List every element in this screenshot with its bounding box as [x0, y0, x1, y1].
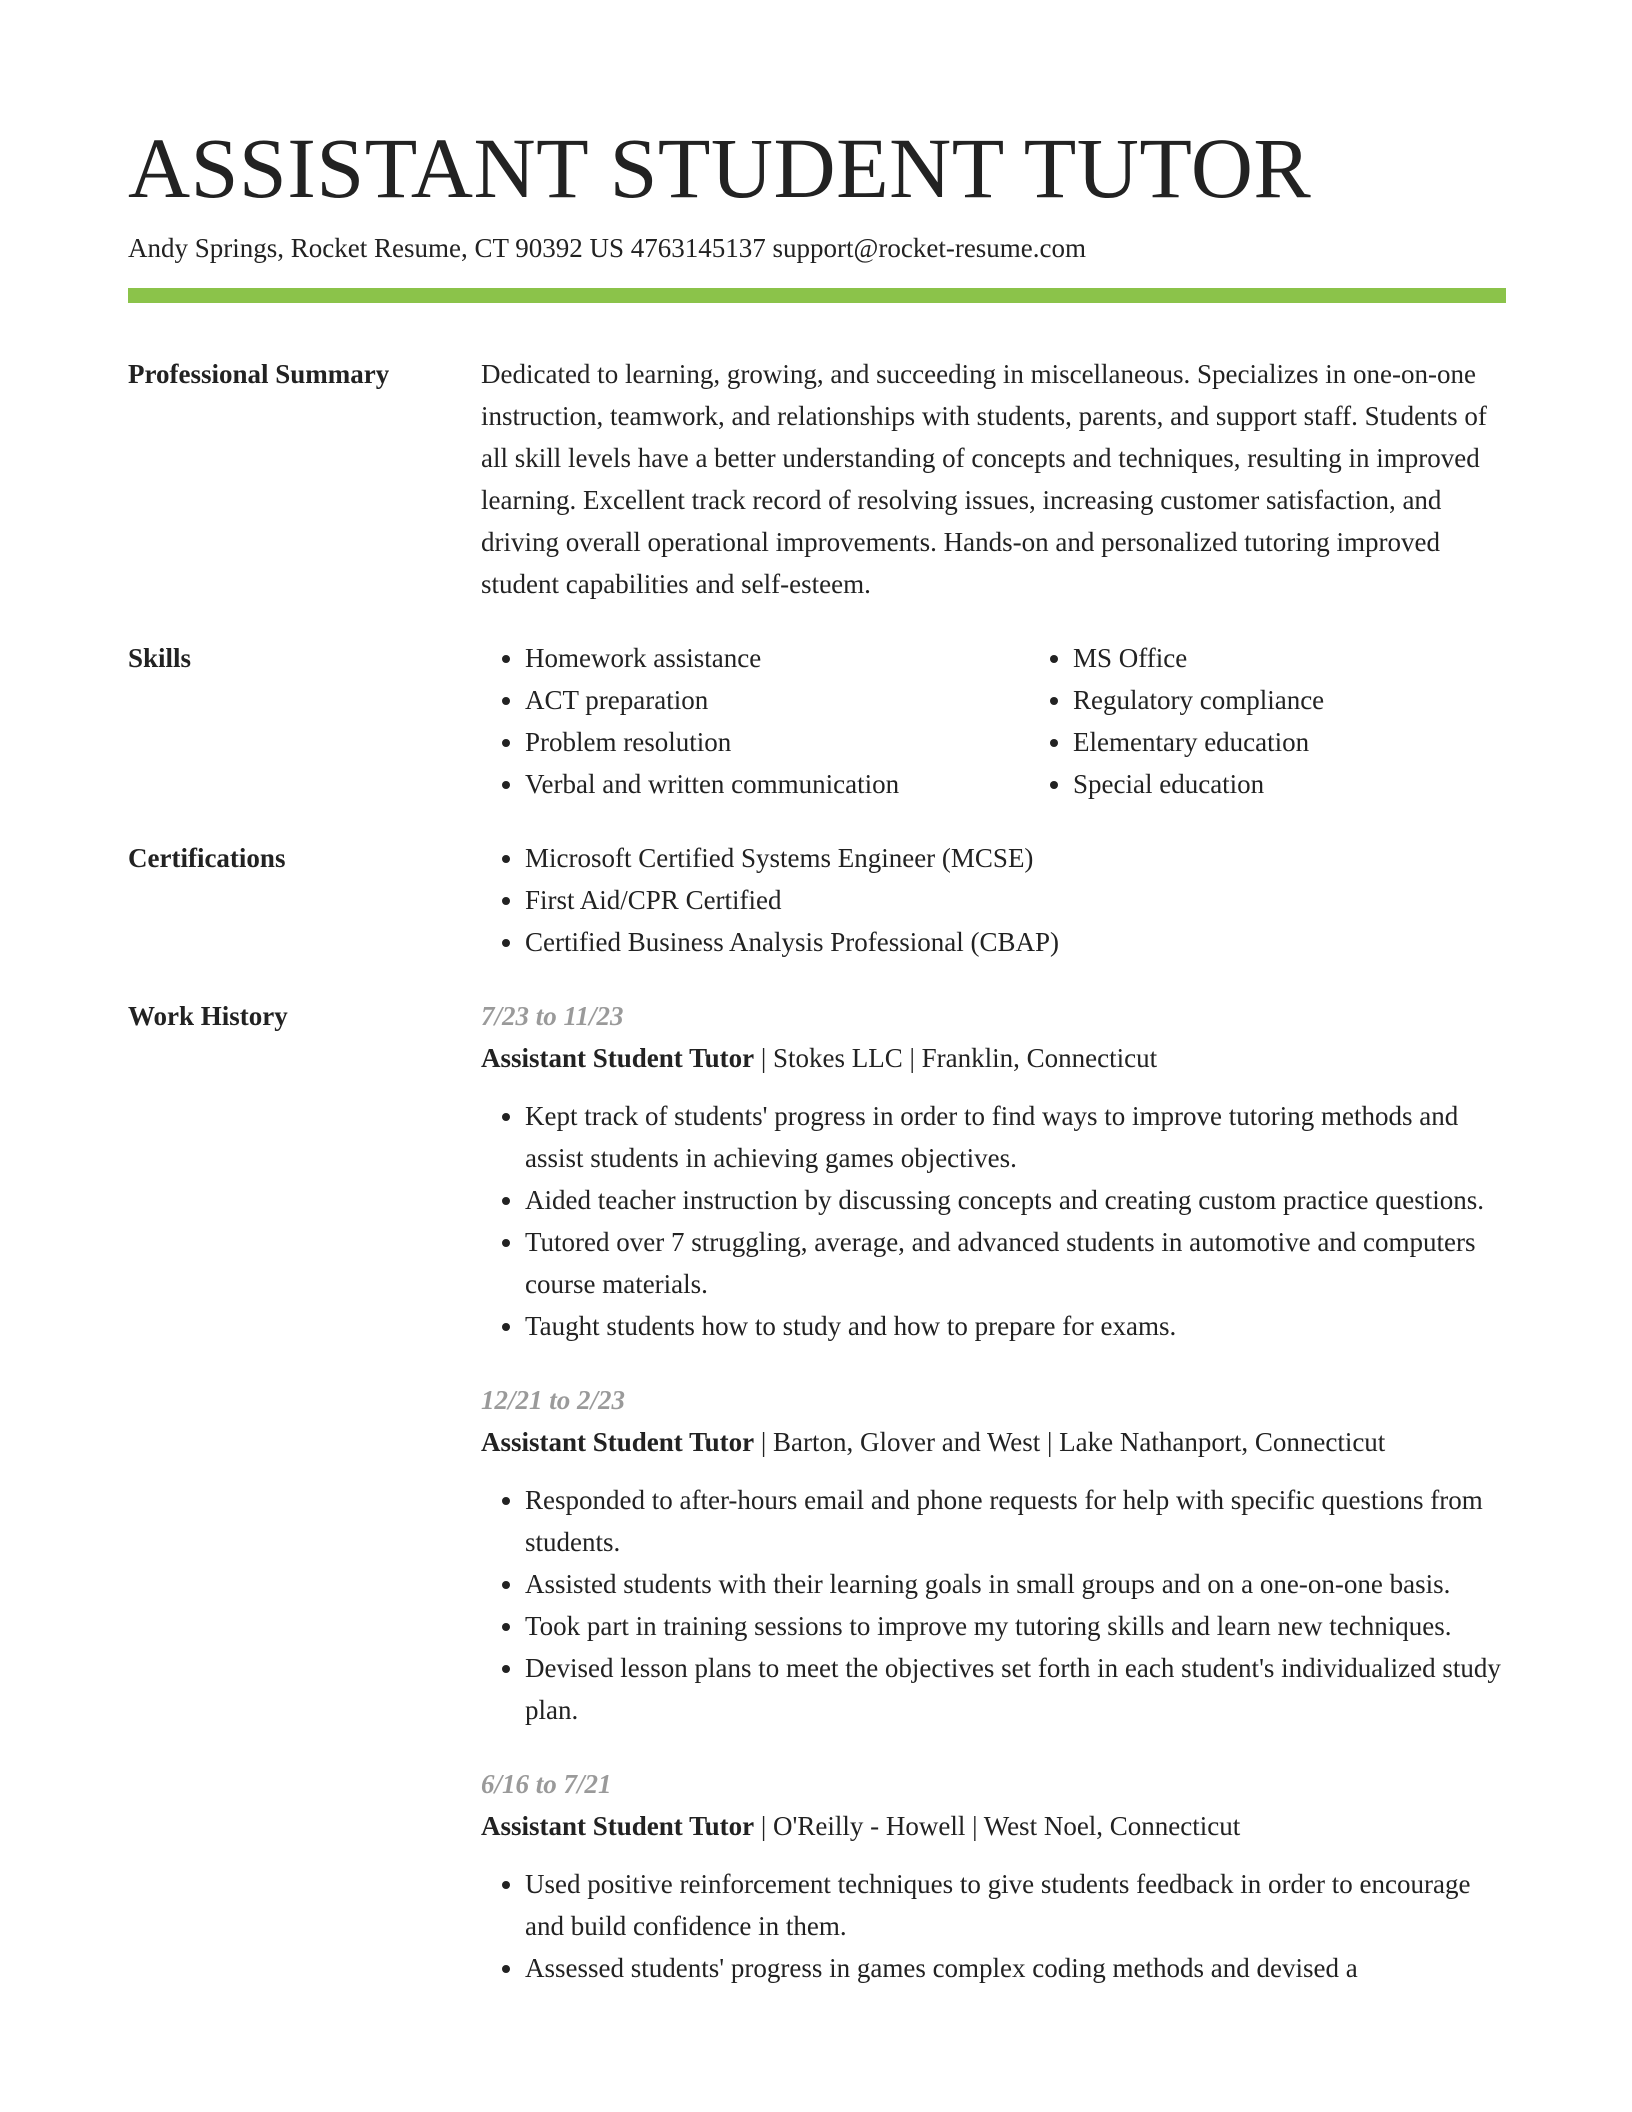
job-bullet: • Taught students how to study and how to prepare for exams.	[525, 1305, 1506, 1347]
job-bullet: • Took part in training sessions to improve my tutoring skills and learn new techniques.	[525, 1605, 1506, 1647]
job-dates: 7/23 to 11/23	[481, 1001, 624, 1031]
job-details: | Stokes LLC | Franklin, Connecticut	[754, 1043, 1158, 1073]
skill-item: • Homework assistance	[525, 637, 1029, 679]
job-dates: 12/21 to 2/23	[481, 1385, 626, 1415]
job-entry	[481, 995, 1506, 1347]
job-bullet: • Responded to after-hours email and phone requests for help with specific questions from students.	[525, 1479, 1506, 1563]
job-entry	[481, 1763, 1506, 1989]
certification-item: • First Aid/CPR Certified	[525, 879, 1506, 921]
job-bullets	[481, 1095, 1506, 1347]
header-divider	[128, 288, 1506, 303]
certifications-section	[128, 837, 1506, 963]
certifications-list	[481, 837, 1506, 963]
skill-item: • Regulatory compliance	[1073, 679, 1506, 721]
job-entry	[481, 1379, 1506, 1731]
job-role	[481, 1421, 1506, 1463]
work-history-heading: Work History	[128, 1001, 288, 1031]
skill-item: • Special education	[1073, 763, 1506, 805]
skill-item: • MS Office	[1073, 637, 1506, 679]
summary-section	[128, 353, 1506, 605]
work-history-section	[128, 995, 1506, 2021]
summary-body	[481, 353, 1506, 605]
skill-item: • Elementary education	[1073, 721, 1506, 763]
skills-list-left	[481, 637, 1029, 805]
certification-item: • Microsoft Certified Systems Engineer (MCSE)	[525, 837, 1506, 879]
job-details: | O'Reilly - Howell | West Noel, Connecticut	[754, 1811, 1241, 1841]
job-title: Assistant Student Tutor	[481, 1043, 755, 1073]
job-bullet: • Aided teacher instruction by discussing concepts and creating custom practice questions.	[525, 1179, 1506, 1221]
job-bullet: • Used positive reinforcement techniques to give students feedback in order to encourage and build confidence in them.	[525, 1863, 1506, 1947]
summary-heading: Professional Summary	[128, 359, 390, 389]
job-details: | Barton, Glover and West | Lake Nathanport, Connecticut	[754, 1427, 1386, 1457]
job-dates: 6/16 to 7/21	[481, 1769, 612, 1799]
job-bullet: • Assessed students' progress in games complex coding methods and devised a	[525, 1947, 1506, 1989]
job-role	[481, 1805, 1506, 1847]
job-bullets	[481, 1863, 1506, 1989]
job-title: Assistant Student Tutor	[481, 1811, 755, 1841]
job-bullet: • Kept track of students' progress in order to find ways to improve tutoring methods and assist students in achieving games objectives.	[525, 1095, 1506, 1179]
certification-item: • Certified Business Analysis Professional (CBAP)	[525, 921, 1506, 963]
certifications-heading: Certifications	[128, 843, 286, 873]
job-title: Assistant Student Tutor	[481, 1427, 755, 1457]
job-bullet: • Devised lesson plans to meet the objectives set forth in each student's individualized study plan.	[525, 1647, 1506, 1731]
summary-text: Dedicated to learning, growing, and succeeding in miscellaneous. Specializes in one-on-one instruction, teamwork, and relationships with students, parents, and support staff. Students of all skill levels have a better understanding of concepts and techniques, resulting in improved learning. Excellent track record of resolving issues, increasing customer satisfaction, and driving overall operational improvements. Hands-on and personalized tutoring improved student capabilities and self-esteem.	[481, 359, 1487, 599]
job-bullets	[481, 1479, 1506, 1731]
skills-heading: Skills	[128, 643, 192, 673]
contact-info: Andy Springs, Rocket Resume, CT 90392 US 4763145137 support@rocket-resume.com	[128, 233, 1087, 263]
skill-item: • ACT preparation	[525, 679, 1029, 721]
job-bullet: • Assisted students with their learning goals in small groups and on a one-on-one basis.	[525, 1563, 1506, 1605]
skills-section	[128, 637, 1506, 805]
resume-title: ASSISTANT STUDENT TUTOR	[128, 120, 1312, 216]
resume-page	[128, 0, 1506, 2021]
skill-item: • Problem resolution	[525, 721, 1029, 763]
skills-body	[481, 637, 1506, 805]
skill-item: • Verbal and written communication	[525, 763, 1029, 805]
job-bullet: • Tutored over 7 struggling, average, and advanced students in automotive and computers course materials.	[525, 1221, 1506, 1305]
work-history-body	[481, 995, 1506, 2021]
job-role	[481, 1037, 1506, 1079]
certifications-body	[481, 837, 1506, 963]
skills-list-right	[1029, 637, 1506, 805]
